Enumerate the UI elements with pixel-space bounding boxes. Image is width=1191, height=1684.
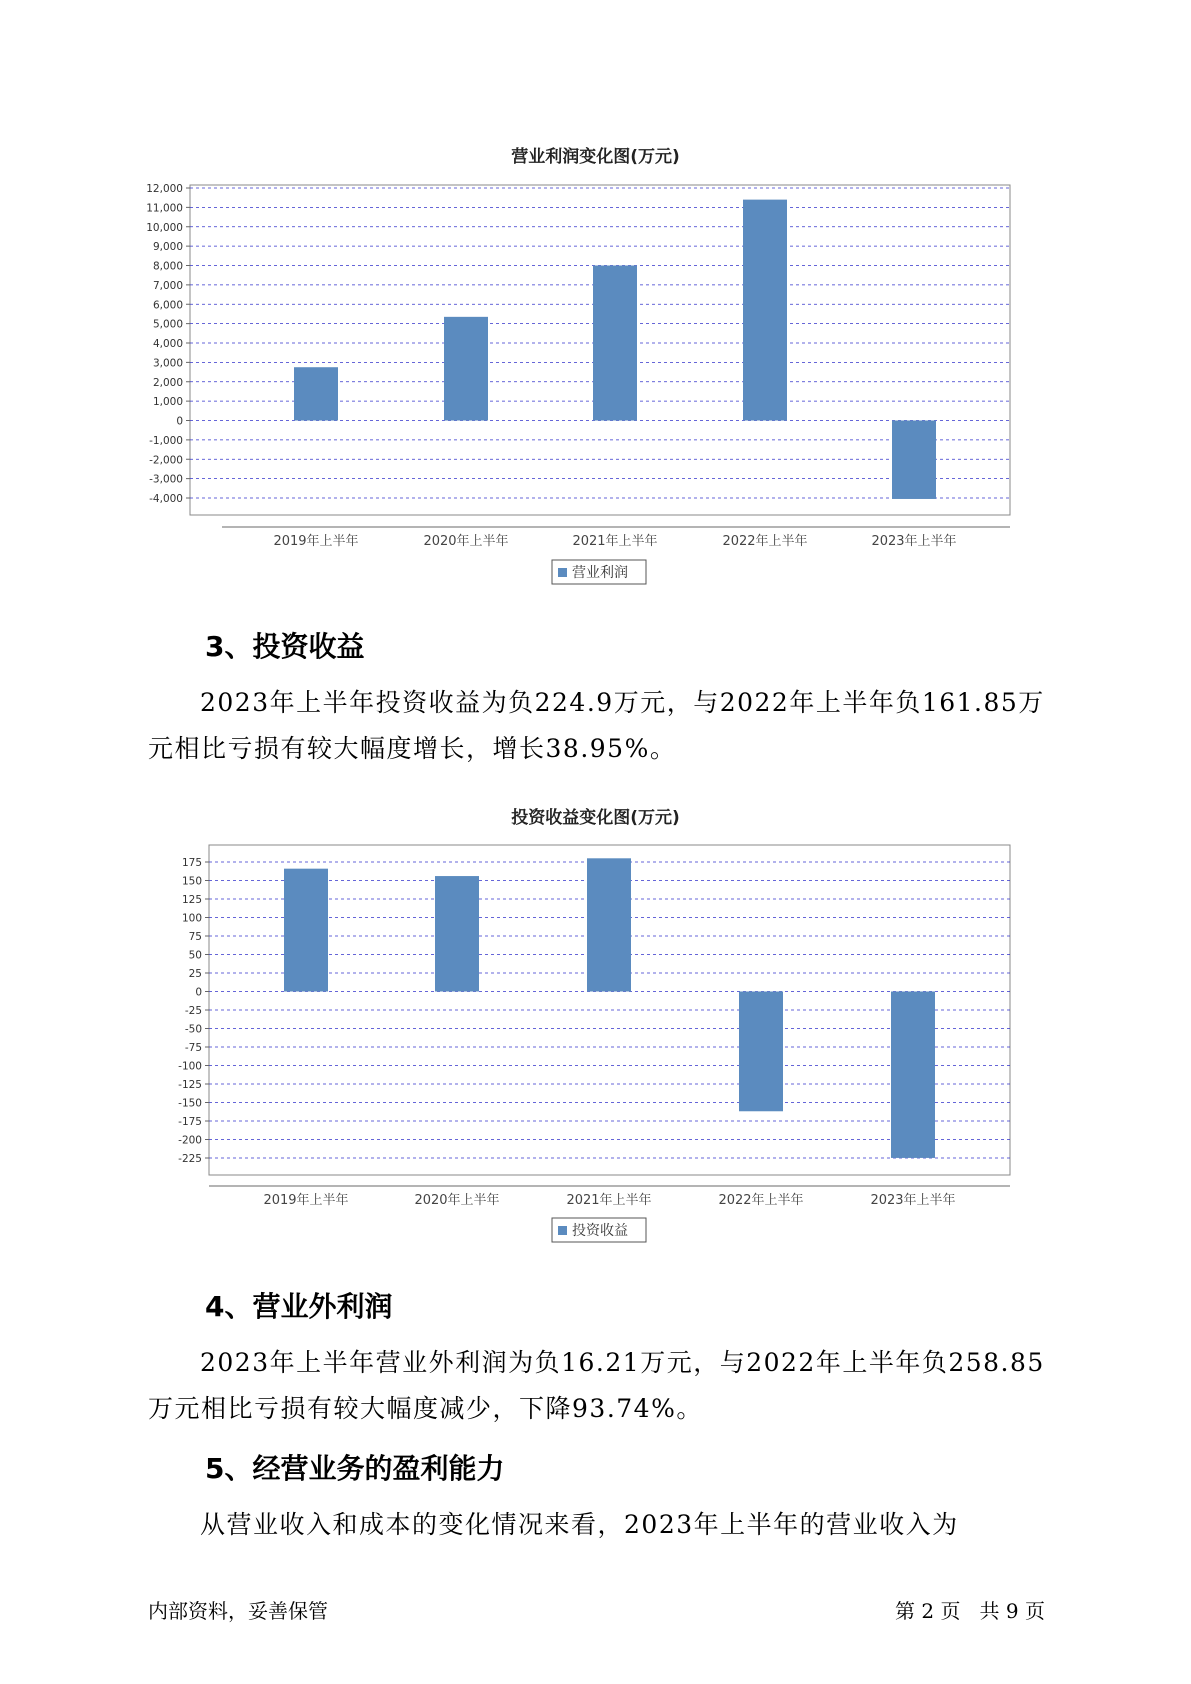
- y-tick-label: -3,000: [149, 473, 183, 486]
- bar: [284, 869, 328, 992]
- section5-text: 从营业收入和成本的变化情况来看，2023年上半年的营业收入为: [200, 1510, 959, 1539]
- section3-text: 2023年上半年投资收益为负224.9万元，与2022年上半年负161.85万元相比亏损有较大幅度增长，增长38.95%。: [148, 688, 1045, 763]
- y-tick-label: -4,000: [149, 493, 183, 505]
- y-tick-label: 9,000: [152, 241, 183, 254]
- y-tick-label: 7,000: [152, 279, 183, 292]
- bar: [891, 992, 935, 1158]
- section3-heading: 3、投资收益: [205, 630, 365, 663]
- section5-paragraph: [148, 1502, 1068, 1548]
- section4-paragraph: [148, 1340, 1068, 1432]
- y-tick-label: -150: [178, 1097, 202, 1110]
- x-tick-label: 2019年上半年: [273, 534, 359, 549]
- y-tick-label: 25: [188, 968, 202, 980]
- y-tick-label: 1,000: [152, 396, 183, 409]
- y-tick-label: 125: [181, 894, 202, 906]
- y-tick-label: 0: [176, 415, 183, 428]
- legend-label: 投资收益: [572, 1223, 628, 1239]
- y-tick-label: -50: [184, 1023, 202, 1036]
- legend-swatch: [558, 1226, 567, 1235]
- section4-text: 2023年上半年营业外利润为负16.21万元，与2022年上半年负258.85万元相比亏损有较大幅度减少，下降93.74%。: [148, 1348, 1045, 1423]
- y-tick-label: -175: [178, 1116, 202, 1128]
- y-tick-label: 0: [195, 986, 202, 999]
- x-tick-label: 2021年上半年: [572, 534, 658, 549]
- y-tick-label: -200: [178, 1134, 202, 1147]
- y-tick-label: 12,000: [146, 183, 183, 195]
- x-tick-label: 2021年上半年: [566, 1193, 652, 1208]
- section5-heading: 5、经营业务的盈利能力: [205, 1452, 505, 1485]
- footer-page-number: 第 2 页 共 9 页: [895, 1599, 1045, 1623]
- y-tick-label: 75: [188, 931, 202, 943]
- y-tick-label: 4,000: [152, 338, 183, 350]
- y-tick-label: 175: [181, 857, 202, 869]
- y-tick-label: -225: [178, 1153, 202, 1165]
- bar: [435, 876, 479, 991]
- x-tick-label: 2020年上半年: [423, 534, 509, 549]
- y-tick-label: 8,000: [152, 260, 183, 273]
- y-tick-label: -2,000: [149, 454, 183, 467]
- y-tick-label: 11,000: [146, 202, 183, 215]
- x-tick-label: 2022年上半年: [722, 534, 808, 549]
- x-tick-label: 2023年上半年: [870, 1193, 956, 1208]
- y-tick-label: -75: [184, 1042, 202, 1054]
- y-tick-label: -100: [178, 1060, 202, 1073]
- y-tick-label: 100: [181, 912, 202, 925]
- y-tick-label: 10,000: [146, 221, 183, 234]
- legend-label: 营业利润: [572, 565, 628, 581]
- y-tick-label: 5,000: [152, 318, 183, 331]
- y-tick-label: 6,000: [152, 299, 183, 312]
- x-tick-label: 2022年上半年: [718, 1193, 804, 1208]
- x-tick-label: 2019年上半年: [263, 1193, 349, 1208]
- y-tick-label: 3,000: [152, 357, 183, 370]
- y-tick-label: 2,000: [152, 376, 183, 389]
- y-tick-label: -1,000: [149, 434, 183, 447]
- x-tick-label: 2023年上半年: [871, 534, 957, 549]
- chart2-title: 投资收益变化图(万元): [511, 808, 680, 828]
- section4-heading: 4、营业外利润: [205, 1290, 393, 1323]
- x-tick-label: 2020年上半年: [414, 1193, 500, 1208]
- y-tick-label: -25: [184, 1005, 202, 1017]
- bar: [739, 992, 783, 1112]
- y-tick-label: -125: [178, 1079, 202, 1091]
- y-tick-label: 50: [188, 949, 202, 962]
- chart1-title: 营业利润变化图(万元): [511, 147, 680, 167]
- bar: [587, 858, 631, 991]
- footer-confidential-note: 内部资料，妥善保管: [148, 1599, 328, 1623]
- y-tick-label: 150: [181, 875, 202, 888]
